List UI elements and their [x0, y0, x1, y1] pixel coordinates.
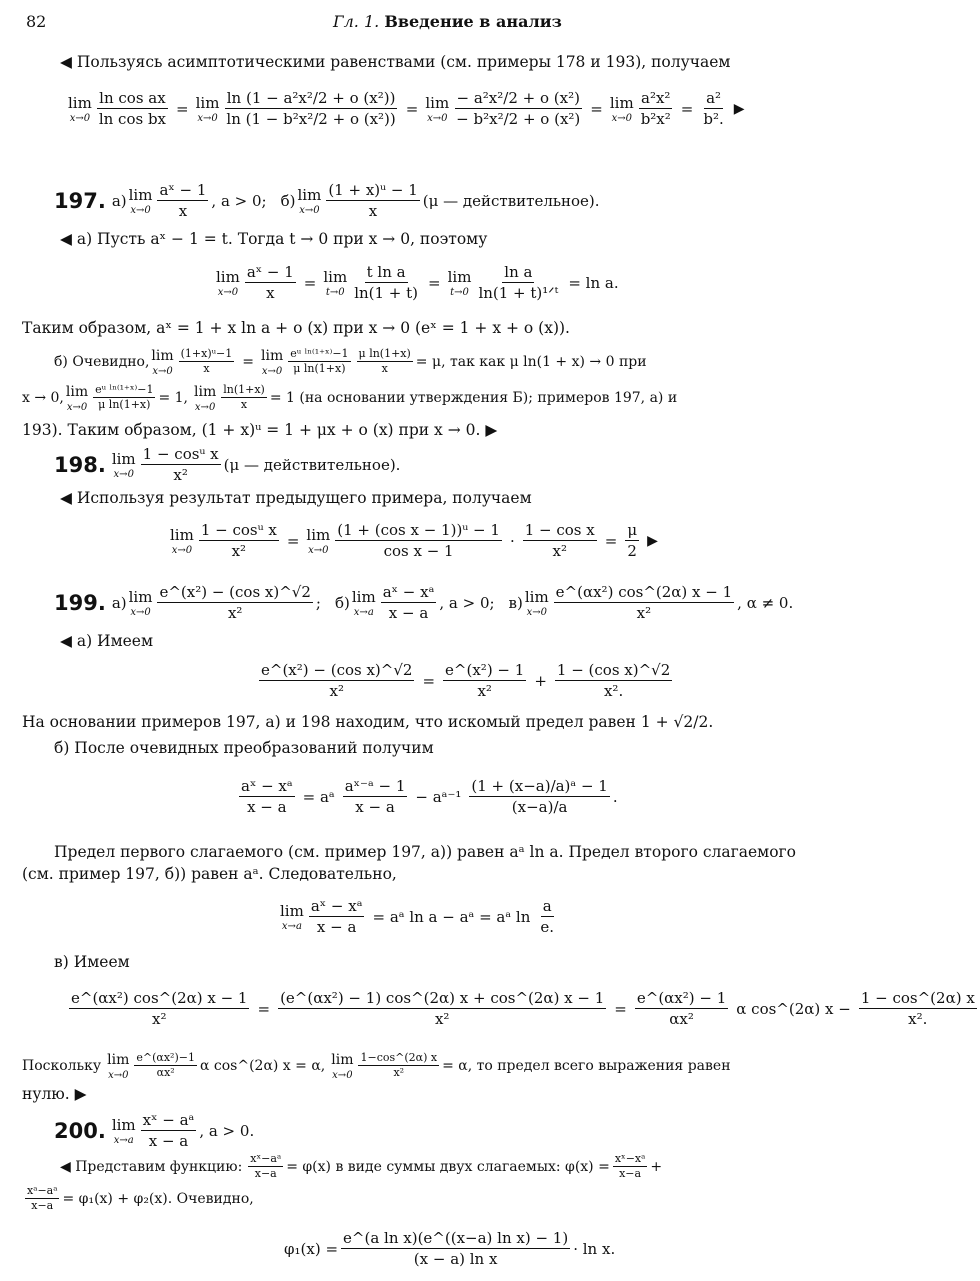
p200-solution-line1: ◀ Представим функцию: $\frac{\text{xˣ−aᵃ}}{x-a}$ = φ(x) в виде суммы двух слагаемых: φ(x) = $\frac{\text{xˣ−xᵃ}}{x-a}$ +: [60, 1152, 663, 1180]
p197-b-line2: x → 0, lim x→0 $\frac{\text{eᵘ ˡⁿ⁽¹⁺ˣ⁾−1}}{\text{μ ln(1+x)}}$ = 1, lim x→0 $\frac{\ln(1+x)}{x}$ = 1 (на основании утверждения Б); примеров 197, а) и: [22, 383, 678, 413]
problem-number: 199.: [54, 590, 106, 615]
problem-200: 200. lim x→a xˣ − aᵃ x − a , a > 0.: [54, 1111, 255, 1150]
equation-198: lim x→0 $\frac{\text{1 − cosᵘ x}}{\text{x²}}$ = lim x→0 (1 + (cos x − 1))ᵘ − 1 cos x − 1 · $\frac{\text{1 − cos x}}{\text{x²}}$ = $\frac{\mu}{2}$ ▶: [170, 521, 658, 560]
fraction: $\frac{\text{a²x²}}{\text{b²x²}}$: [640, 89, 671, 128]
equation-199a: $\frac{\text{e\textasciicircum{}(x²) − (cos x)\textasciicircum{}√2}}{\text{x²}}$ = $\frac{\text{e\textasciicircum{}(x²) − 1}}{\text{x²}}$ + $\frac{\text{1 − (cos x)\textasciicircum{}√2}}{\text{x².}}$: [261, 661, 671, 700]
limit-operator: lim x→0: [609, 94, 634, 124]
equation-199b-limit: lim x→a $\frac{\text{aˣ − xᵃ}}{x - a}$ = aᵃ ln a − aᵃ = aᵃ ln a e.: [280, 897, 555, 936]
problem-number: 197.: [54, 188, 106, 213]
equation-199c: $\frac{\text{e\textasciicircum{}(αx²) cos\textasciicircum{}(2α) x − 1}}{\text{x²}}$ = $\frac{\text{(e\textasciicircum{}(αx²) − 1) cos\textasciicircum{}(2α) x + cos\textasciicircum{}(2α) x − 1}}{\text{x²}}$ = $\frac{\text{e\textasciicircum{}(αx²) − 1}}{\text{αx²}}$ α cos^(2α) x − $\frac{1 - \cos\^{}(2\alpha) x}{\text{x².}}$: [71, 989, 975, 1028]
p199-c-since-line: Поскольку lim x→0 e^(αx²)−1 αx² α cos^(2α) x = α, lim x→0 $\frac{1-\cos\^{}(2\alpha) x}{\text{x²}}$ = α, то предел всего выражения равен: [22, 1051, 731, 1081]
limit-operator: lim x→0: [195, 94, 220, 124]
equation-phi1: φ₁(x) = $\frac{\text{e\textasciicircum{}(a ln x)(e\textasciicircum{}((x−a) ln x) − 1)}}{\text{(x − a) ln x}}$ · ln x.: [284, 1229, 616, 1268]
fraction: $\frac{\text{ln cos ax}}{\text{ln cos bx}}$: [98, 89, 167, 128]
p197-b-line3: 193). Таким образом, (1 + x)ᵘ = 1 + μx + o (x) при x → 0. ▶: [22, 421, 498, 439]
fraction: $\frac{\text{− a²x²/2 + o (x²)}}{\text{− b²x²/2 + o (x²)}}$: [456, 89, 581, 128]
limit-operator: lim x→0: [425, 94, 450, 124]
equation-197a: lim x→0 $\frac{\text{aˣ − 1}}{x}$ = lim t→0 $\frac{\text{t ln a}}{\ln(1 + t)}$ = lim t→0 ln a ln(1 + t)¹ᐟᵗ = ln a.: [216, 263, 619, 302]
page-number: 82: [26, 12, 47, 31]
chapter-title: Введение в анализ: [384, 12, 562, 31]
p199-b-solution: б) После очевидных преобразований получим: [54, 739, 434, 757]
problem-199: 199. а) lim x→0 e^(x²) − (cos x)^√2 x² ; б) lim x→a aˣ − xᵃ x − a , a > 0; в) lim x→0 e^(αx²) cos^(2α) x − 1 x² , α ≠ 0.: [54, 583, 794, 622]
problem-197: 197. а) lim x→0 aˣ − 1 x , a > 0; б) lim x→0 (1 + x)ᵘ − 1 x (μ — действительное).: [54, 181, 600, 220]
end-marker: ▶: [733, 100, 745, 117]
problem-number: 198.: [54, 452, 106, 477]
running-header: [333, 12, 562, 31]
p199-b-limit-line1: Предел первого слагаемого (см. пример 197, а)) равен aᵃ ln a. Предел второго слагаемого: [54, 843, 796, 861]
p199-solution-a: ◀ а) Имеем: [60, 632, 154, 650]
p197-solution-a: ◀ а) Пусть aˣ − 1 = t. Тогда t → 0 при x → 0, поэтому: [60, 230, 488, 248]
p200-solution-line2: $\frac{\text{xᵃ−aᵃ}}{x-a}$ = φ₁(x) + φ₂(x). Очевидно,: [27, 1184, 254, 1212]
chapter-prefix: Гл. 1.: [333, 12, 380, 31]
p197-b-line1: б) Очевидно, lim x→0 $\frac{\text{(1+x)ᵘ−1}}{x}$ = lim x→0 eᵘ ˡⁿ⁽¹⁺ˣ⁾−1 μ ln(1+x) $\frac{\text{μ ln(1+x)}}{x}$ = μ, так как μ ln(1 + x) → 0 при: [54, 347, 647, 377]
limit-operator: lim x→0: [68, 94, 92, 124]
problem-number: 200.: [54, 1118, 106, 1143]
equation-intro: lim x→0 $\frac{\text{ln cos ax}}{\text{ln cos bx}}$ = lim x→0 $\frac{\text{ln (1 − a²x²/2 + o (x²))}}{\text{ln (1 − b²x²/2 + o (x²))}}$ = lim x→0 $\frac{\text{− a²x²/2 + o (x²)}}{\text{− b²x²/2 + o (x²)}}$ = lim x→0 $\frac{\text{a²x²}}{\text{b²x²}}$ = $\frac{\text{a²}}{\text{b².}}$ ▶: [68, 89, 745, 128]
p199-c-solution: в) Имеем: [54, 953, 130, 971]
fraction: $\frac{\text{ln (1 − a²x²/2 + o (x²))}}{\text{ln (1 − b²x²/2 + o (x²))}}$: [226, 89, 396, 128]
fraction: $\frac{\text{a²}}{\text{b².}}$: [703, 89, 724, 128]
equation-199b: $\frac{\text{aˣ − xᵃ}}{x - a}$ = aᵃ aˣ⁻ᵃ − 1 x − a − aᵃ⁻¹ (1 + (x−a)/a)ᵃ − 1 (x−a)/a .: [241, 777, 618, 816]
p198-solution: ◀ Используя результат предыдущего примера, получаем: [60, 489, 532, 507]
intro-text: ◀ Пользуясь асимптотическими равенствами (см. примеры 178 и 193), получаем: [60, 53, 731, 71]
p199-b-limit-line2: (см. пример 197, б)) равен aᵃ. Следовательно,: [22, 865, 397, 883]
p197-thus: Таким образом, aˣ = 1 + x ln a + o (x) при x → 0 (eˣ = 1 + x + o (x)).: [22, 319, 570, 337]
problem-198: 198. lim x→0 1 − cosᵘ x x² (μ — действительное).: [54, 445, 401, 484]
p199-c-zero: нулю. ▶: [22, 1085, 87, 1103]
p199-a-result: На основании примеров 197, а) и 198 находим, что искомый предел равен 1 + √2/2.: [22, 713, 714, 731]
